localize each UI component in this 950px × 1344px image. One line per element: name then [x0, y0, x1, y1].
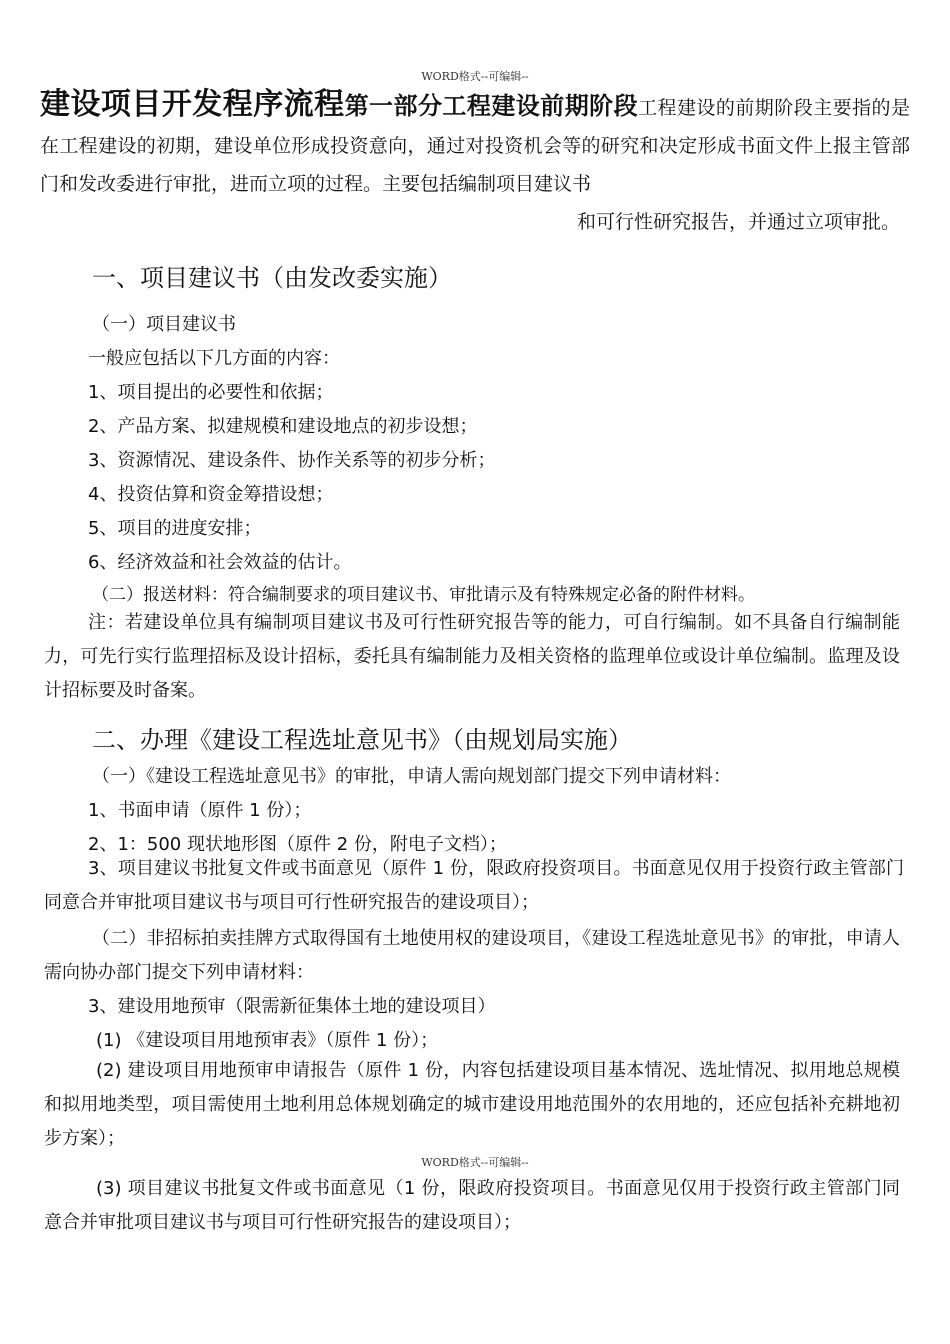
list-item: 3、建设用地预审（限需新征集体土地的建设项目）: [88, 996, 496, 1017]
section2-item3: 3、项目建议书批复文件或书面意见（原件 1 份，限政府投资项目。书面意见仅用于投资行政主管部门同意合并审批项目建议书与项目可行性研究报告的建设项目）；: [44, 858, 904, 913]
section1-lead: 一般应包括以下几方面的内容：: [88, 348, 340, 369]
intro-text-last: 和可行性研究报告，并通过立项审批。: [576, 211, 900, 233]
section2-heading: 二、办理《建设工程选址意见书》（由规划局实施）: [92, 726, 632, 754]
part-title: 第一部分工程建设前期阶段: [344, 92, 639, 120]
intro-text: 工程建设的前期阶段主要指的是在工程建设的初期，建设单位形成投资意向，通过对投资机会等的研究和决定形成书面文件上报主管部门和发改委进行审批，进而立项的过程。主要包括编制项目建议书: [40, 97, 911, 195]
list-item: 2、1：500 现状地形图（原件 2 份，附电子文档）；: [88, 834, 507, 855]
page-footer: WORD格式--可编辑--: [421, 1156, 529, 1169]
document-title-block: [40, 86, 910, 241]
list-item: 6、经济效益和社会效益的估计。: [88, 552, 352, 573]
section1-heading: 一、项目建议书（由发改委实施）: [92, 264, 452, 292]
section2-sub1: （一）《建设工程选址意见书》的审批，申请人需向规划部门提交下列申请材料：: [92, 766, 731, 787]
page-header: WORD格式--可编辑--: [421, 70, 529, 83]
document-title: 建设项目开发程序流程: [40, 87, 345, 122]
section2-sub2: （二）非招标拍卖挂牌方式取得国有土地使用权的建设项目，《建设工程选址意见书》的审批，申请人需向协办部门提交下列申请材料：: [44, 928, 900, 983]
sub-item: (2) 建设项目用地预审申请报告（原件 1 份，内容包括建设项目基本情况、选址情况、拟用地总规模和拟用地类型，项目需使用土地利用总体规划确定的城市建设用地范围外的农用地的，还应包括补充耕地初步方案）；: [44, 1060, 900, 1149]
section1-note: 注：若建设单位具有编制项目建议书及可行性研究报告等的能力，可自行编制。如不具备自行编制能力，可先行实行监理招标及设计招标，委托具有编制能力及相关资格的监理单位或设计单位编制。监理及设计招标要及时备案。: [44, 612, 900, 701]
list-item: 3、资源情况、建设条件、协作关系等的初步分析；: [88, 450, 496, 471]
list-item: 4、投资估算和资金筹措设想；: [88, 484, 334, 505]
list-item: 2、产品方案、拟建规模和建设地点的初步设想；: [88, 416, 478, 437]
section1-sub1: （一）项目建议书: [92, 314, 236, 335]
list-item: 5、项目的进度安排；: [88, 518, 262, 539]
list-item: 1、项目提出的必要性和依据；: [88, 382, 334, 403]
list-item: 1、书面申请（原件 1 份）；: [88, 800, 312, 821]
section1-sub2: （二）报送材料：符合编制要求的项目建议书、审批请示及有特殊规定必备的附件材料。: [92, 585, 755, 605]
sub-item: (3) 项目建议书批复文件或书面意见（1 份，限政府投资项目。书面意见仅用于投资行政主管部门同意合并审批项目建议书与项目可行性研究报告的建设项目）；: [44, 1178, 900, 1233]
sub-item: (1) 《建设项目用地预审表》（原件 1 份）；: [96, 1030, 439, 1051]
